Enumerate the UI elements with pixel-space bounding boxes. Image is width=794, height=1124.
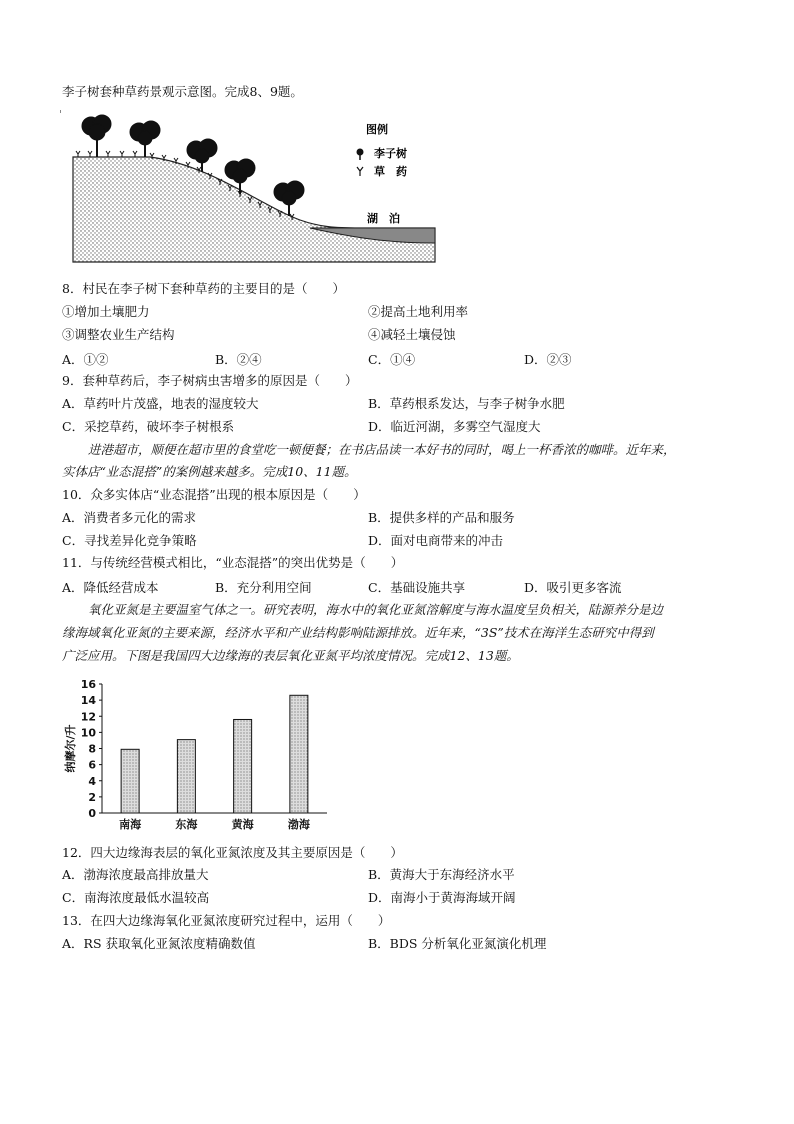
- y-tick-label: 10: [80, 726, 96, 740]
- q13-option-b[interactable]: B．BDS 分析氧化亚氮演化机理: [368, 936, 547, 951]
- legend-tree-icon: [357, 149, 364, 161]
- q12-option-d[interactable]: D．南海小于黄海海域开阔: [368, 890, 516, 905]
- q11-option-a[interactable]: A．降低经营成本: [62, 580, 159, 595]
- x-tick-label: 渤海: [287, 818, 310, 831]
- q9-stem: 9．套种草药后，李子树病虫害增多的原因是（ ）: [62, 373, 358, 388]
- intro-q12-13-line1: 氧化亚氮是主要温室气体之一。研究表明，海水中的氧化亚氮溶解度与海水温度呈负相关，陆源养分是边: [88, 602, 664, 617]
- y-tick-label: 8: [88, 742, 96, 756]
- q11-option-b[interactable]: B．充分利用空间: [215, 580, 312, 595]
- tree-2: [130, 121, 160, 157]
- bar-1: [121, 749, 139, 813]
- x-tick-label: 黄海: [231, 818, 254, 831]
- q9-option-a[interactable]: A．草药叶片茂盛，地表的湿度较大: [62, 396, 259, 411]
- n2o-bar-chart: [60, 672, 340, 837]
- lake-label: 湖 泊: [367, 212, 400, 225]
- q8-statement-4: ④减轻土壤侵蚀: [368, 327, 456, 342]
- q9-option-b[interactable]: B．草药根系发达，与李子树争水肥: [368, 396, 565, 411]
- q10-option-a[interactable]: A．消费者多元化的需求: [62, 510, 197, 525]
- legend-herb-label: 草 药: [374, 165, 407, 178]
- q8-statement-2: ②提高土地利用率: [368, 304, 469, 319]
- q8-option-c[interactable]: C．①④: [368, 352, 416, 367]
- y-tick-label: 16: [80, 678, 96, 691]
- q12-option-b[interactable]: B．黄海大于东海经济水平: [368, 867, 515, 882]
- y-tick-label: 0: [88, 807, 96, 820]
- legend-title: 图例: [366, 123, 388, 136]
- bar-4: [290, 695, 308, 813]
- q12-stem: 12．四大边缘海表层的氧化亚氮浓度及其主要原因是（ ）: [62, 845, 403, 860]
- tree-1: [82, 115, 111, 157]
- q13-stem: 13．在四大边缘海氧化亚氮浓度研究过程中，运用（ ）: [62, 913, 391, 928]
- q10-stem: 10．众多实体店“业态混搭”出现的根本原因是（ ）: [62, 487, 366, 502]
- y-tick-label: 14: [80, 694, 96, 708]
- x-tick-label: 东海: [175, 818, 198, 831]
- intro-q12-13-line2: 缘海域氧化亚氮的主要来源，经济水平和产业结构影响陆源排放。近年来，“3S”技术在海洋生态研究中得到: [62, 625, 654, 640]
- q10-option-d[interactable]: D．面对电商带来的冲击: [368, 533, 504, 548]
- q12-option-c[interactable]: C．南海浓度最低水温较高: [62, 890, 210, 905]
- intro-q12-13-line3: 广泛应用。下图是我国四大边缘海的表层氧化亚氮平均浓度情况。完成12、13题。: [62, 648, 519, 663]
- q10-option-b[interactable]: B．提供多样的产品和服务: [368, 510, 515, 525]
- herb-plants: [60, 110, 62, 113]
- y-axis-label: 纳摩尔/升: [64, 724, 77, 773]
- q13-option-a[interactable]: A．RS 获取氧化亚氮浓度精确数值: [62, 936, 256, 951]
- y-tick-label: 6: [88, 758, 96, 772]
- q8-statement-1: ①增加土壤肥力: [62, 304, 150, 319]
- q8-stem: 8．村民在李子树下套种草药的主要目的是（ ）: [62, 281, 345, 296]
- intro-q10-11-line2: 实体店“业态混搭”的案例越来越多。完成10、11题。: [62, 464, 357, 479]
- q10-option-c[interactable]: C．寻找差异化竞争策略: [62, 533, 197, 548]
- q11-option-d[interactable]: D．吸引更多客流: [524, 580, 622, 595]
- q11-stem: 11．与传统经营模式相比，“业态混搭”的突出优势是（ ）: [62, 555, 404, 570]
- legend-herb-icon: [357, 167, 363, 176]
- landscape-diagram: [60, 110, 450, 265]
- q8-statement-3: ③调整农业生产结构: [62, 327, 175, 342]
- q8-option-a[interactable]: A．①②: [62, 352, 109, 367]
- intro-q10-11-line1: 进港超市，顺便在超市里的食堂吃一顿便餐；在书店品读一本好书的同时，喝上一杯香浓的咖啡。近年来，: [88, 442, 676, 457]
- bar-3: [234, 719, 252, 813]
- q8-option-b[interactable]: B．②④: [215, 352, 262, 367]
- x-tick-label: 南海: [119, 818, 142, 831]
- y-tick-label: 4: [88, 774, 96, 788]
- q9-option-d[interactable]: D．临近河湖，多雾空气湿度大: [368, 419, 541, 434]
- q9-option-c[interactable]: C．采挖草药，破坏李子树根系: [62, 419, 235, 434]
- q11-option-c[interactable]: C．基础设施共享: [368, 580, 466, 595]
- legend-tree-label: 李子树: [374, 147, 407, 160]
- y-tick-label: 2: [88, 790, 96, 804]
- q12-option-a[interactable]: A．渤海浓度最高排放量大: [62, 867, 209, 882]
- q8-option-d[interactable]: D．②③: [524, 352, 572, 367]
- bar-2: [177, 740, 195, 813]
- intro-q8-9: 李子树套种草药景观示意图。完成8、9题。: [62, 84, 303, 99]
- y-tick-label: 12: [80, 710, 96, 724]
